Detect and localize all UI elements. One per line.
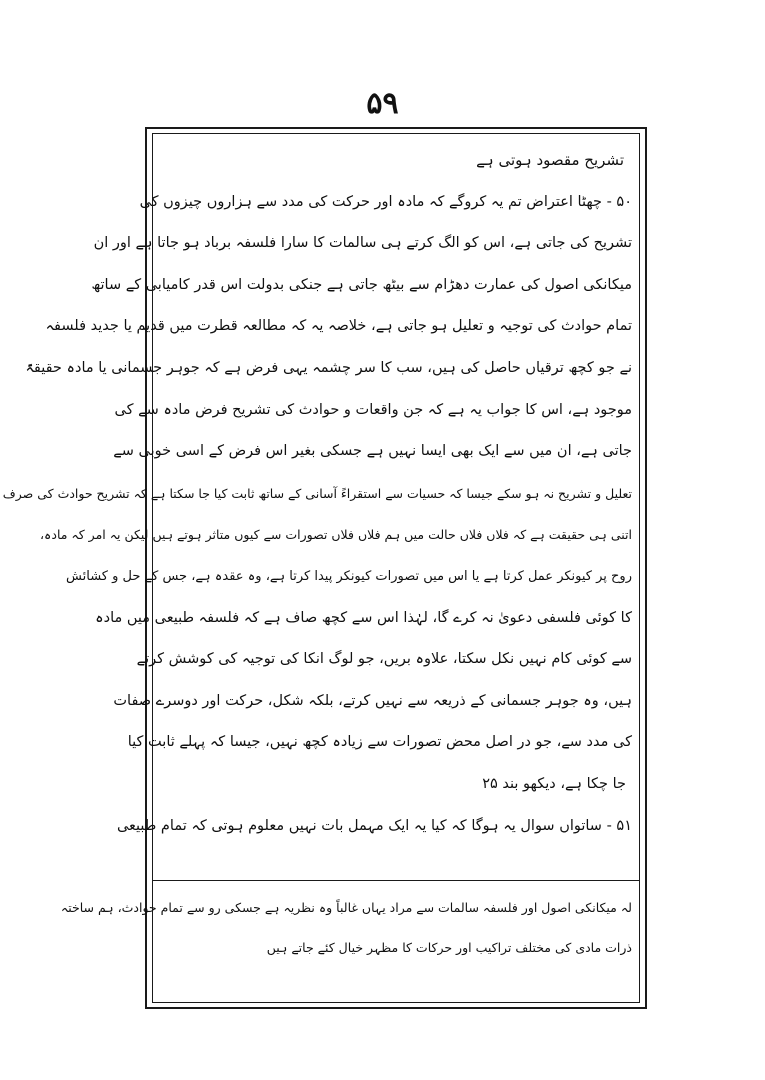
text-line: جا چکا ہے، دیکھو بند ۲۵ xyxy=(482,775,626,792)
text-line: نے جو کچھ ترقیاں حاصل کی ہیں، سب کا سر چشمہ یہی فرض ہے کہ جوہر جسمانی یا مادہ حقیقۃً xyxy=(25,359,632,376)
text-line: ۵۱ - ساتواں سوال یہ ہوگا کہ کیا یہ ایک مہمل بات نہیں معلوم ہوتی کہ تمام طبیعی xyxy=(116,817,632,834)
text-line: تشریح مقصود ہوتی ہے xyxy=(476,151,624,169)
footnote-line: ذرات مادی کی مختلف تراکیب اور حرکات کا مظہر خیال کئے جاتے ہیں xyxy=(266,940,632,955)
text-line: جاتی ہے، ان میں سے ایک بھی ایسا نہیں ہے جسکی بغیر اس فرض کے اسی خوبی سے xyxy=(113,443,632,460)
text-line: کی مدد سے، جو در اصل محض تصورات سے زیادہ کچھ نہیں، جیسا کہ پہلے ثابت کیا xyxy=(127,734,632,751)
text-line: موجود ہے، اس کا جواب یہ ہے کہ جن واقعات و حوادث کی تشریح فرض مادہ سے کی xyxy=(114,401,632,418)
text-line: تمام حوادث کی توجیہ و تعلیل ہو جاتی ہے، خلاصہ یہ کہ مطالعہ قطرت میں قدیم یا جدید فلسفہ xyxy=(45,318,632,335)
text-line: روح پر کیونکر عمل کرتا ہے یا اس میں تصورات کیونکر پیدا کرتا ہے، وہ عقدہ ہے، جس کے حل و کشائش xyxy=(66,568,632,584)
body-text xyxy=(2,140,632,847)
text-line: میکانکی اصول کی عمارت دھڑام سے بیٹھ جاتی ہے جنکی بدولت اس قدر کامیابی کے ساتھ xyxy=(91,276,632,293)
footnote-line: لہ میکانکی اصول اور فلسفہ سالمات سے مراد یہاں غالباً وہ نظریہ ہے جسکی رو سے تمام حوادث، ہم ساختہ xyxy=(60,900,632,915)
text-line: سے کوئی کام نہیں نکل سکتا، علاوہ بریں، جو لوگ انکا کی توجیہ کی کوشش کرتے xyxy=(136,651,632,668)
text-line: ۵۰ - چھٹا اعتراض تم یہ کروگے کہ مادہ اور حرکت کی مدد سے ہزاروں چیزوں کی xyxy=(139,193,632,210)
page-number: ۵۹ xyxy=(366,86,399,121)
footnotes xyxy=(60,888,632,968)
text-line: ہیں، وہ جوہر جسمانی کے ذریعہ سے نہیں کرتے، بلکہ شکل، حرکت اور دوسرے صفات xyxy=(113,692,632,709)
footnote-separator xyxy=(152,880,640,881)
text-line: اتنی ہی حقیقت ہے کہ فلاں فلاں حالت میں ہم فلاں فلاں تصورات سے کیوں متاثر ہوتے ہیں لیکن یہ امر کہ مادہ، xyxy=(40,527,632,543)
text-line: تعلیل و تشریح نہ ہو سکے جیسا کہ حسیات سے استقراءً آسانی کے ساتھ ثابت کیا جا سکتا ہے کہ تشریح حوادث کی صرف xyxy=(2,485,632,501)
text-line: کا کوئی فلسفی دعویٰ نہ کرے گا، لہٰذا اس سے کچھ صاف ہے کہ فلسفہ طبیعی میں مادہ xyxy=(95,609,632,626)
text-line: تشریح کی جاتی ہے، اس کو الگ کرتے ہی سالمات کا سارا فلسفہ برباد ہو جاتا ہے اور ان xyxy=(93,235,632,252)
